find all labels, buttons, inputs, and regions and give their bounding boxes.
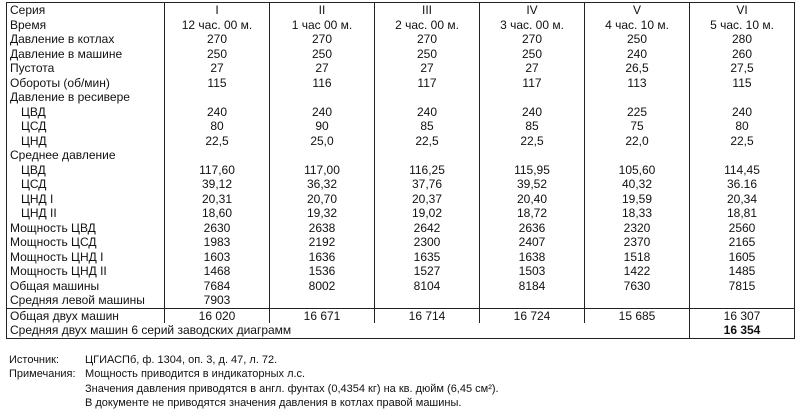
- value-cell: 16 671: [270, 308, 375, 323]
- source-text: ЦГИАСПб, ф. 1304, оп. 3, д. 47, л. 72.: [85, 353, 278, 366]
- value-cell: [690, 293, 795, 308]
- value-cell: 7815: [690, 279, 795, 294]
- value-cell: 8104: [375, 279, 480, 294]
- value-cell: [270, 90, 375, 105]
- value-cell: 39,52: [480, 177, 585, 192]
- value-cell: 117,60: [165, 163, 270, 178]
- value-cell: 115,95: [480, 163, 585, 178]
- row-label: Общая машины: [10, 278, 100, 293]
- document: [6, 2, 796, 411]
- value-cell: [585, 90, 690, 105]
- value-cell: 27,5: [690, 61, 795, 76]
- value-cell: 1527: [375, 264, 480, 279]
- value-cell: 1605: [690, 250, 795, 265]
- value-cell: 2370: [585, 235, 690, 250]
- value-cell: 16 307: [690, 308, 795, 323]
- value-cell: [480, 293, 585, 308]
- series-cell: III: [375, 3, 480, 18]
- table-row: [7, 32, 795, 47]
- value-cell: [585, 293, 690, 308]
- row-label: Мощность ЦНД II: [10, 264, 107, 278]
- table-row: [7, 177, 795, 192]
- value-cell: 2192: [270, 235, 375, 250]
- note-line: Мощность приводится в индикаторных л.с.: [85, 368, 306, 380]
- table-row: [7, 148, 795, 163]
- value-cell: 20,37: [375, 192, 480, 207]
- value-cell: [690, 148, 795, 163]
- table-row: [7, 192, 795, 207]
- note-line: В документе не приводятся значения давления в котлах правой машины.: [85, 397, 462, 409]
- row-label: Пустота: [10, 61, 55, 75]
- value-cell: [375, 293, 480, 308]
- row-label: Давление в котлах: [10, 32, 115, 46]
- row-label: ЦСД: [21, 177, 47, 191]
- time-cell: 5 час. 10 м.: [690, 18, 795, 33]
- value-cell: 16 714: [375, 308, 480, 323]
- engine-trials-table: [6, 2, 795, 339]
- time-cell: 2 час. 00 м.: [375, 18, 480, 33]
- value-cell: 1518: [585, 250, 690, 265]
- time-cell: 4 час. 10 м.: [585, 18, 690, 33]
- value-cell: 85: [375, 119, 480, 134]
- value-cell: [375, 90, 480, 105]
- row-label: ЦСД: [21, 119, 47, 133]
- value-cell: 16 724: [480, 308, 585, 323]
- value-cell: [480, 90, 585, 105]
- row-label: ЦНД I: [21, 191, 54, 206]
- notes-label: Примечания:: [9, 368, 76, 380]
- value-cell: 2560: [690, 221, 795, 236]
- source-row: [6, 353, 796, 368]
- value-cell: 250: [585, 32, 690, 47]
- value-cell: 7630: [585, 279, 690, 294]
- series-label: Серия: [10, 3, 46, 17]
- value-cell: 240: [585, 47, 690, 62]
- value-cell: 39,12: [165, 177, 270, 192]
- value-cell: 25,0: [270, 134, 375, 149]
- value-cell: 80: [165, 119, 270, 134]
- value-cell: 2642: [375, 221, 480, 236]
- value-cell: 22,5: [480, 134, 585, 149]
- value-cell: 240: [690, 105, 795, 120]
- row-label: Общая двух машин: [7, 308, 165, 323]
- value-cell: 8002: [270, 279, 375, 294]
- time-label: Время: [10, 17, 47, 32]
- value-cell: 1635: [375, 250, 480, 265]
- value-cell: 27: [480, 61, 585, 76]
- value-cell: 18,72: [480, 206, 585, 221]
- row-label: Мощность ЦНД I: [10, 249, 104, 264]
- table-row: [7, 105, 795, 120]
- value-cell: [165, 90, 270, 105]
- table-row: [7, 61, 795, 76]
- value-cell: 114,45: [690, 163, 795, 178]
- notes-row: [6, 367, 796, 382]
- row-label: ЦВД: [21, 104, 46, 119]
- value-cell: 40,32: [585, 177, 690, 192]
- note-line: Значения давления приводятся в англ. фунтах (0,4354 кг) на кв. дюйм (6,45 см²).: [85, 382, 499, 395]
- value-cell: 2300: [375, 235, 480, 250]
- row-label: Средняя левой машины: [10, 293, 145, 307]
- value-cell: 27: [165, 61, 270, 76]
- value-cell: 2320: [585, 221, 690, 236]
- table-row: [7, 47, 795, 62]
- value-cell: 115: [165, 76, 270, 91]
- table-row: [7, 264, 795, 279]
- value-cell: [270, 293, 375, 308]
- notes-block: [6, 353, 796, 411]
- value-cell: [480, 148, 585, 163]
- value-cell: 116,25: [375, 163, 480, 178]
- series-cell: V: [585, 3, 690, 18]
- value-cell: 20,31: [165, 192, 270, 207]
- value-cell: 22,5: [165, 134, 270, 149]
- value-cell: 1503: [480, 264, 585, 279]
- value-cell: 2638: [270, 221, 375, 236]
- value-cell: [690, 90, 795, 105]
- value-cell: 117: [375, 76, 480, 91]
- row-label: Мощность ЦСД: [10, 235, 97, 249]
- value-cell: 1983: [165, 235, 270, 250]
- value-cell: 250: [480, 47, 585, 62]
- header-time-row: [7, 18, 795, 33]
- value-cell: 260: [690, 47, 795, 62]
- value-cell: 270: [165, 32, 270, 47]
- value-cell: 22,5: [690, 134, 795, 149]
- value-cell: 116: [270, 76, 375, 91]
- value-cell: 115: [690, 76, 795, 91]
- table-row: [7, 221, 795, 236]
- value-cell: 113: [585, 76, 690, 91]
- value-cell: 19,02: [375, 206, 480, 221]
- value-cell: 20,70: [270, 192, 375, 207]
- value-cell: 250: [375, 47, 480, 62]
- value-cell: 1485: [690, 264, 795, 279]
- value-cell: 250: [270, 47, 375, 62]
- time-cell: 3 час. 00 м.: [480, 18, 585, 33]
- value-cell: 1638: [480, 250, 585, 265]
- value-cell: 27: [270, 61, 375, 76]
- row-label: Давление в машине: [10, 46, 123, 61]
- value-cell: 105,60: [585, 163, 690, 178]
- value-cell: 1603: [165, 250, 270, 265]
- series-cell: VI: [690, 3, 795, 18]
- row-label: Мощность ЦВД: [10, 220, 96, 235]
- series-cell: I: [165, 3, 270, 18]
- row-label: ЦНД: [21, 133, 47, 148]
- row-label: ЦВД: [21, 162, 46, 177]
- value-cell: 8184: [480, 279, 585, 294]
- value-cell: 240: [480, 105, 585, 120]
- source-label: Источник:: [9, 353, 60, 366]
- value-cell: 280: [690, 32, 795, 47]
- value-cell: 7903: [165, 293, 270, 308]
- value-cell: 117: [480, 76, 585, 91]
- value-cell: 240: [270, 105, 375, 120]
- value-cell: 270: [480, 32, 585, 47]
- value-cell: 1422: [585, 264, 690, 279]
- value-cell: 90: [270, 119, 375, 134]
- table-row: [7, 90, 795, 105]
- value-cell: [165, 148, 270, 163]
- value-cell: 37,76: [375, 177, 480, 192]
- value-cell: 15 685: [585, 308, 690, 323]
- value-cell: [585, 148, 690, 163]
- time-cell: 12 час. 00 м.: [165, 18, 270, 33]
- value-cell: 1636: [270, 250, 375, 265]
- value-cell: 75: [585, 119, 690, 134]
- table-row: [7, 235, 795, 250]
- value-cell: 1468: [165, 264, 270, 279]
- value-cell: 18,33: [585, 206, 690, 221]
- value-cell: 225: [585, 105, 690, 120]
- series-cell: IV: [480, 3, 585, 18]
- value-cell: [270, 148, 375, 163]
- header-series-row: [7, 3, 795, 18]
- value-cell: 240: [375, 105, 480, 120]
- row-label: ЦНД II: [21, 206, 57, 220]
- value-cell: 36.16: [690, 177, 795, 192]
- value-cell: 18,81: [690, 206, 795, 221]
- row-label: Давление в ресивере: [10, 90, 130, 104]
- value-cell: 2407: [480, 235, 585, 250]
- value-cell: 20,34: [690, 192, 795, 207]
- row-label: Обороты (об/мин): [10, 75, 110, 90]
- value-cell: 117,00: [270, 163, 375, 178]
- value-cell: 270: [375, 32, 480, 47]
- value-cell: 16 020: [165, 308, 270, 323]
- value-cell: 85: [480, 119, 585, 134]
- value-cell: 270: [270, 32, 375, 47]
- value-cell: 18,60: [165, 206, 270, 221]
- table-row: [7, 134, 795, 149]
- value-cell: 36,32: [270, 177, 375, 192]
- row-label: Среднее давление: [10, 148, 116, 162]
- value-cell: 7684: [165, 279, 270, 294]
- value-cell: 22,5: [375, 134, 480, 149]
- average-value: 16 354: [690, 323, 795, 338]
- table-row: [7, 76, 795, 91]
- value-cell: [375, 148, 480, 163]
- table-row: [7, 119, 795, 134]
- average-two-machines-row: [7, 323, 795, 338]
- row-label: Средняя двух машин 6 серий заводских диаграмм: [10, 323, 292, 337]
- value-cell: 26,5: [585, 61, 690, 76]
- value-cell: 1536: [270, 264, 375, 279]
- table-row: [7, 163, 795, 178]
- table-row: [7, 279, 795, 294]
- table-row: [7, 293, 795, 308]
- value-cell: 2636: [480, 221, 585, 236]
- value-cell: 2630: [165, 221, 270, 236]
- value-cell: 19,59: [585, 192, 690, 207]
- value-cell: 22,0: [585, 134, 690, 149]
- table-row: [7, 250, 795, 265]
- value-cell: 2165: [690, 235, 795, 250]
- time-cell: 1 час 00 м.: [270, 18, 375, 33]
- value-cell: 20,40: [480, 192, 585, 207]
- value-cell: 27: [375, 61, 480, 76]
- value-cell: 240: [165, 105, 270, 120]
- table-row: [7, 206, 795, 221]
- value-cell: 80: [690, 119, 795, 134]
- value-cell: 19,32: [270, 206, 375, 221]
- series-cell: II: [270, 3, 375, 18]
- total-two-machines-row: [7, 308, 795, 323]
- value-cell: 250: [165, 47, 270, 62]
